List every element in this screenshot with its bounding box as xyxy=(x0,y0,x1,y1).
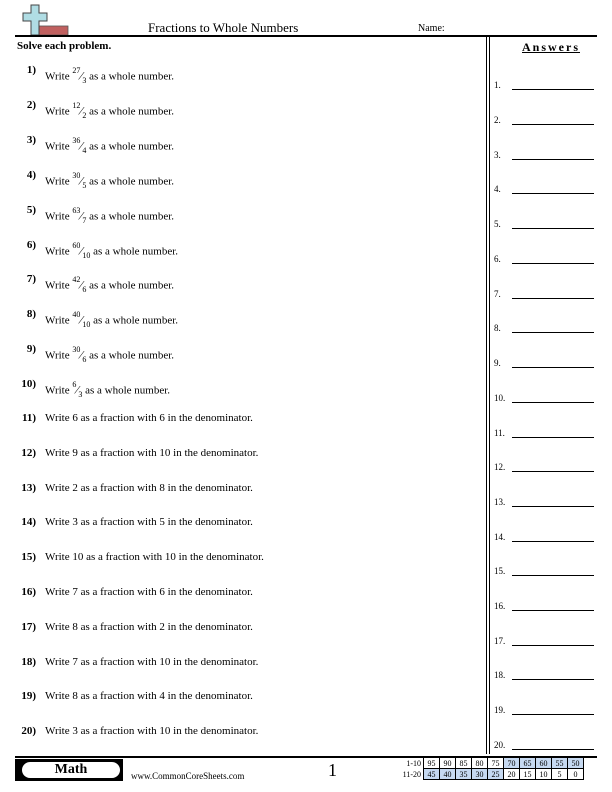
score-cell: 15 xyxy=(520,769,536,780)
problem-text: Write 10 as a fraction with 10 in the denominator. xyxy=(45,551,264,563)
score-row xyxy=(395,758,584,769)
problem-text: Write $^{42}⁄_6$ as a whole number. xyxy=(45,275,175,294)
score-cell: 80 xyxy=(472,758,488,769)
problem-number: 6) xyxy=(26,239,36,251)
answer-blank[interactable] xyxy=(512,645,594,646)
problem-number: 15) xyxy=(21,551,36,563)
problem-text: Write 6 as a fraction with 6 in the denominator. xyxy=(45,412,253,424)
score-cell: 10 xyxy=(536,769,552,780)
answer-label: 9. xyxy=(494,358,501,368)
problem-text: Write $^{60}⁄_{10}$ as a whole number. xyxy=(45,241,179,260)
answer-blank[interactable] xyxy=(512,714,594,715)
answer-blank[interactable] xyxy=(512,541,594,542)
answer-blank[interactable] xyxy=(512,610,594,611)
math-logo-icon xyxy=(15,4,69,36)
answer-label: 7. xyxy=(494,289,501,299)
problem-number: 16) xyxy=(21,586,36,598)
answer-blank[interactable] xyxy=(512,575,594,576)
score-cell: 55 xyxy=(552,758,568,769)
answer-blank[interactable] xyxy=(512,437,594,438)
site-url: www.CommonCoreSheets.com xyxy=(131,771,245,781)
score-cell: 30 xyxy=(472,769,488,780)
problem-number: 18) xyxy=(21,656,36,668)
name-label: Name: xyxy=(418,23,445,34)
answer-label: 2. xyxy=(494,115,501,125)
problem-text: Write 3 as a fraction with 5 in the denominator. xyxy=(45,516,253,528)
answer-label: 1. xyxy=(494,80,501,90)
answer-label: 18. xyxy=(494,670,506,680)
answer-label: 10. xyxy=(494,393,506,403)
answer-blank[interactable] xyxy=(512,263,594,264)
score-range-label: 11-20 xyxy=(402,769,421,779)
answer-label: 16. xyxy=(494,601,506,611)
score-cell: 75 xyxy=(488,758,504,769)
answer-blank[interactable] xyxy=(512,193,594,194)
column-divider xyxy=(486,36,487,754)
score-table xyxy=(395,757,584,780)
answer-label: 15. xyxy=(494,566,506,576)
problem-text: Write 8 as a fraction with 4 in the denominator. xyxy=(45,690,253,702)
column-divider xyxy=(489,36,490,754)
problem-number: 17) xyxy=(21,621,36,633)
answer-blank[interactable] xyxy=(512,506,594,507)
score-cell: 95 xyxy=(424,758,440,769)
worksheet-title: Fractions to Whole Numbers xyxy=(148,20,299,35)
answer-label: 13. xyxy=(494,497,506,507)
answer-label: 19. xyxy=(494,705,506,715)
answer-blank[interactable] xyxy=(512,679,594,680)
answer-blank[interactable] xyxy=(512,471,594,472)
problem-text: Write $^{12}⁄_2$ as a whole number. xyxy=(45,101,175,120)
problem-number: 9) xyxy=(26,343,36,355)
score-cell: 45 xyxy=(424,769,440,780)
problem-text: Write $^{40}⁄_{10}$ as a whole number. xyxy=(45,310,179,329)
problem-text: Write 9 as a fraction with 10 in the denominator. xyxy=(45,447,259,459)
subject-label: Math xyxy=(22,762,120,778)
answer-label: 20. xyxy=(494,740,506,750)
problem-number: 19) xyxy=(21,690,36,702)
problem-text: Write 7 as a fraction with 6 in the denominator. xyxy=(45,586,253,598)
problem-text: Write $^{27}⁄_3$ as a whole number. xyxy=(45,66,175,85)
answer-blank[interactable] xyxy=(512,367,594,368)
problem-number: 2) xyxy=(26,99,36,111)
score-cell: 5 xyxy=(552,769,568,780)
answer-label: 3. xyxy=(494,150,501,160)
answer-label: 14. xyxy=(494,532,506,542)
score-cell: 20 xyxy=(504,769,520,780)
score-cell: 60 xyxy=(536,758,552,769)
score-range-label: 1-10 xyxy=(406,758,421,768)
problem-number: 14) xyxy=(21,516,36,528)
problem-number: 3) xyxy=(26,134,36,146)
problem-text: Write 2 as a fraction with 8 in the denominator. xyxy=(45,482,253,494)
problem-text: Write $^{30}⁄_6$ as a whole number. xyxy=(45,345,175,364)
answer-blank[interactable] xyxy=(512,402,594,403)
answer-label: 12. xyxy=(494,462,506,472)
score-cell: 65 xyxy=(520,758,536,769)
problem-number: 1) xyxy=(26,64,36,76)
answer-label: 5. xyxy=(494,219,501,229)
score-cell: 90 xyxy=(440,758,456,769)
score-cell: 85 xyxy=(456,758,472,769)
answer-blank[interactable] xyxy=(512,332,594,333)
problem-text: Write $^{63}⁄_7$ as a whole number. xyxy=(45,206,175,225)
score-cell: 70 xyxy=(504,758,520,769)
header-divider xyxy=(15,35,597,37)
answer-blank[interactable] xyxy=(512,749,594,750)
answer-blank[interactable] xyxy=(512,159,594,160)
score-row xyxy=(395,769,584,780)
problem-text: Write $^{30}⁄_5$ as a whole number. xyxy=(45,171,175,190)
answer-label: 17. xyxy=(494,636,506,646)
problem-number: 11) xyxy=(21,412,36,424)
answer-label: 8. xyxy=(494,323,501,333)
score-cell: 40 xyxy=(440,769,456,780)
score-cell: 25 xyxy=(488,769,504,780)
problem-text: Write 7 as a fraction with 10 in the denominator. xyxy=(45,656,259,668)
answer-blank[interactable] xyxy=(512,89,594,90)
page-number: 1 xyxy=(328,760,337,780)
problem-text: Write $^6⁄_3$ as a whole number. xyxy=(45,380,171,399)
problem-number: 5) xyxy=(26,204,36,216)
problem-number: 8) xyxy=(26,308,36,320)
answer-blank[interactable] xyxy=(512,124,594,125)
problem-text: Write 3 as a fraction with 10 in the denominator. xyxy=(45,725,259,737)
instructions: Solve each problem. xyxy=(17,40,112,52)
problem-text: Write $^{36}⁄_4$ as a whole number. xyxy=(45,136,175,155)
answer-label: 6. xyxy=(494,254,501,264)
score-cell: 50 xyxy=(568,758,584,769)
answer-blank[interactable] xyxy=(512,228,594,229)
answers-heading: Answers xyxy=(522,40,580,54)
problem-number: 20) xyxy=(21,725,36,737)
problem-number: 10) xyxy=(21,378,36,390)
problem-number: 7) xyxy=(26,273,36,285)
score-cell: 35 xyxy=(456,769,472,780)
answer-blank[interactable] xyxy=(512,298,594,299)
problem-text: Write 8 as a fraction with 2 in the denominator. xyxy=(45,621,253,633)
problem-number: 13) xyxy=(21,482,36,494)
problem-number: 4) xyxy=(26,169,36,181)
answer-label: 11. xyxy=(494,428,505,438)
answer-label: 4. xyxy=(494,184,501,194)
problem-number: 12) xyxy=(21,447,36,459)
score-cell: 0 xyxy=(568,769,584,780)
